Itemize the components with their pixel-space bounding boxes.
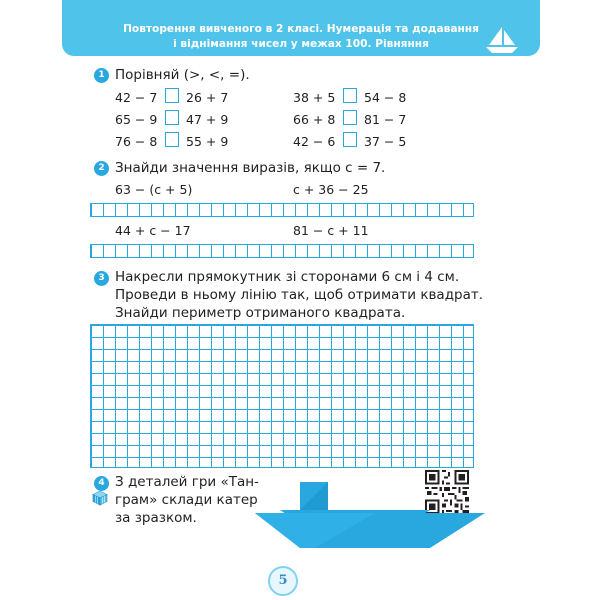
task-number-4: 4 <box>94 476 109 491</box>
page-header <box>62 0 540 56</box>
task-number-3: 3 <box>94 271 109 286</box>
compare-box[interactable] <box>343 132 357 147</box>
task-1-row-3-right-b: 37 − 5 <box>364 134 407 149</box>
compare-box[interactable] <box>343 88 357 103</box>
task-2-text: Знайди значення виразів, якщо с = 7. <box>115 160 386 176</box>
task-4-line-1: З деталей гри «Тан- <box>115 474 259 490</box>
tangram-boat-figure <box>255 480 485 550</box>
page-number: 5 <box>268 566 298 596</box>
task-1-row-1-right-b: 54 − 8 <box>364 90 407 105</box>
task-4-line-3: за зразком. <box>115 510 197 526</box>
answer-strip[interactable] <box>90 203 474 217</box>
task-1-row-3-left-b: 55 + 9 <box>186 134 229 149</box>
task-2-expr-2: с + 36 − 25 <box>293 182 369 197</box>
task-3-line-2: Проведи в ньому лінію так, щоб отримати квадрат. <box>115 287 484 303</box>
task-1-row-3-left-a: 76 − 8 <box>115 134 158 149</box>
task-1-row-1-left-a: 42 − 7 <box>115 90 158 105</box>
task-3-line-1: Накресли прямокутник зі сторонами 6 см і 4 см. <box>115 269 460 285</box>
task-1-row-2-right-a: 66 + 8 <box>293 112 336 127</box>
answer-strip[interactable] <box>90 244 474 258</box>
task-1-text: Порівняй (>, <, =). <box>115 67 250 83</box>
compare-box[interactable] <box>165 132 179 147</box>
drawing-grid[interactable] <box>90 324 474 468</box>
task-1-row-1-right-a: 38 + 5 <box>293 90 336 105</box>
task-3-line-3: Знайди периметр отриманого квадрата. <box>115 305 406 321</box>
header-title-line-1: Повторення вивченого в 2 класі. Нумерація та додавання <box>123 23 479 35</box>
sailboat-icon <box>484 26 520 54</box>
task-1-row-3-right-a: 42 − 6 <box>293 134 336 149</box>
task-2-expr-4: 81 − с + 11 <box>293 223 369 238</box>
compare-box[interactable] <box>165 110 179 125</box>
task-1-row-1-left-b: 26 + 7 <box>186 90 229 105</box>
compare-box[interactable] <box>343 110 357 125</box>
task-1-row-2-right-b: 81 − 7 <box>364 112 407 127</box>
cube-icon <box>92 490 108 506</box>
task-1-row-2-left-b: 47 + 9 <box>186 112 229 127</box>
task-number-2: 2 <box>94 161 109 176</box>
header-title-line-2: і віднімання чисел у межах 100. Рівняння <box>173 38 429 50</box>
task-1-row-2-left-a: 65 − 9 <box>115 112 158 127</box>
task-4-line-2: грам» склади катер <box>115 492 258 508</box>
task-2-expr-1: 63 − (с + 5) <box>115 182 193 197</box>
task-2-expr-3: 44 + с − 17 <box>115 223 191 238</box>
task-number-1: 1 <box>94 68 109 83</box>
compare-box[interactable] <box>165 88 179 103</box>
